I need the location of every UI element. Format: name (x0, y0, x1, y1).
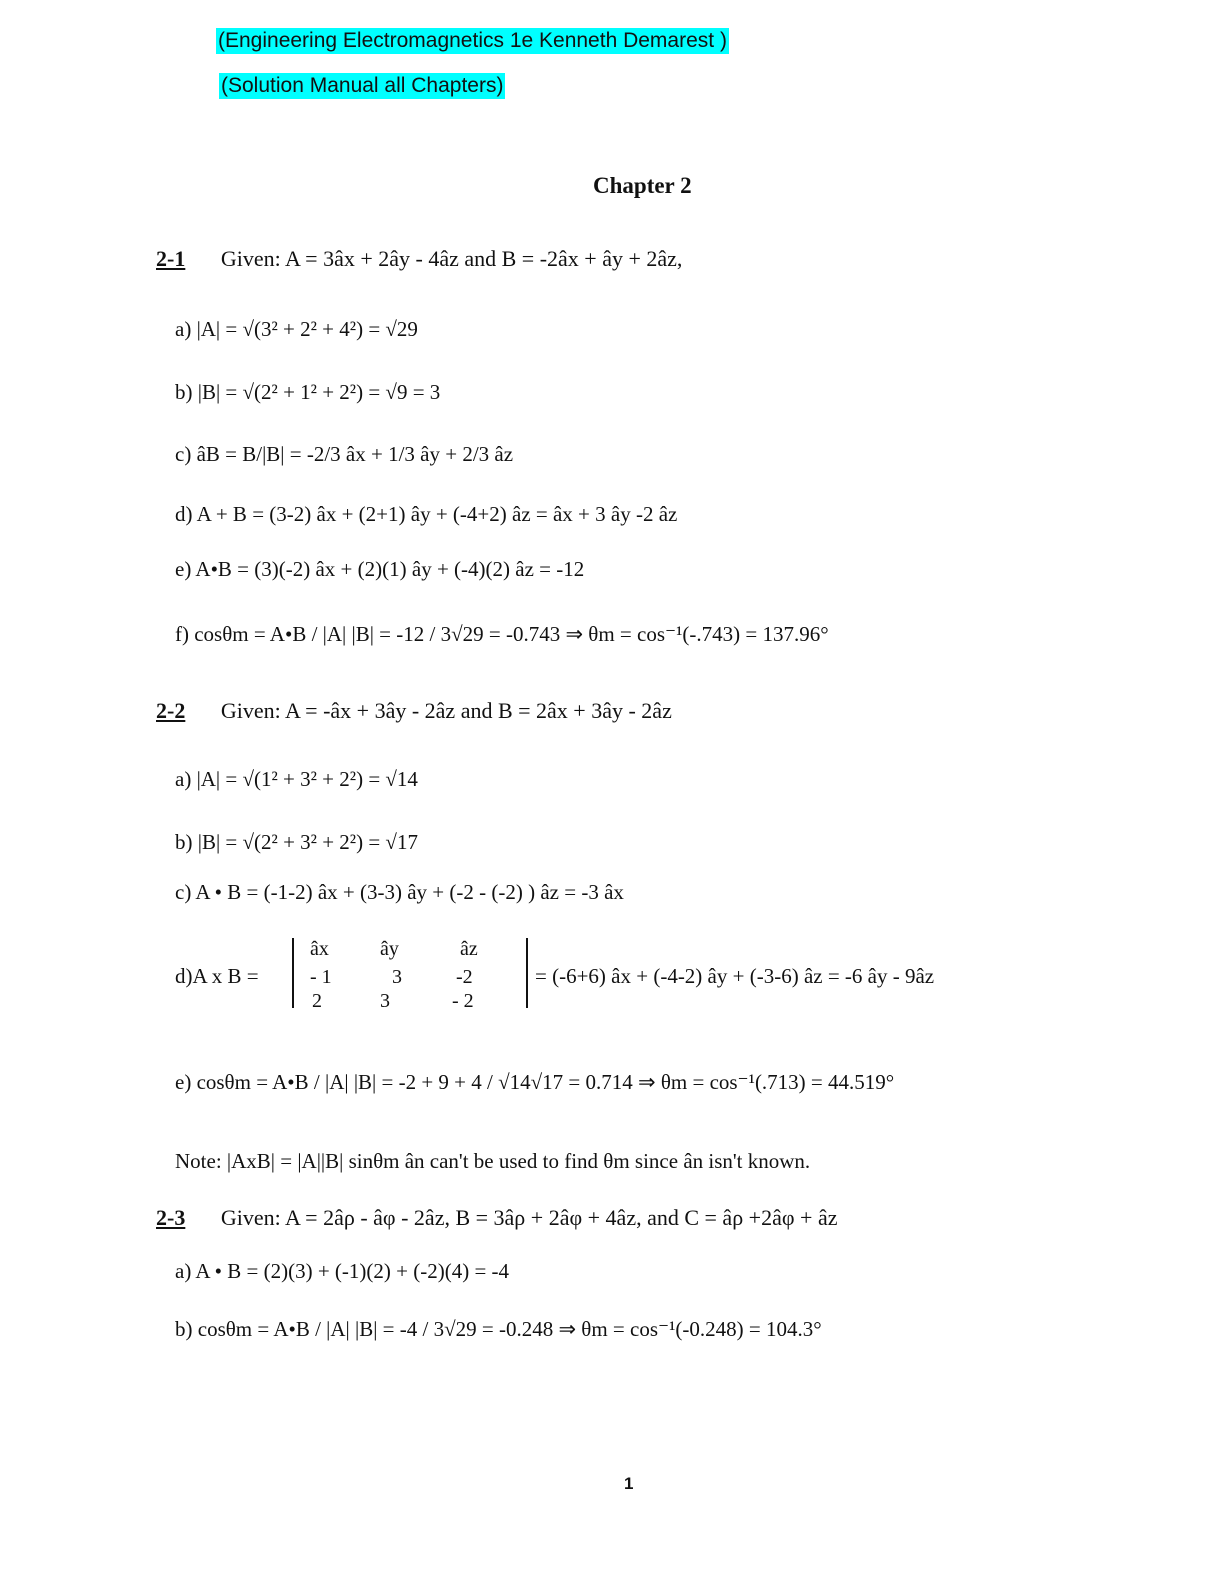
det-cell: - 2 (452, 990, 474, 1012)
problem-2-2-note: Note: |AxB| = |A||B| sinθm ân can't be used to find θm since ân isn't known. (175, 1149, 811, 1173)
problem-2-2-d-result: = (-6+6) âx + (-4-2) ây + (-3-6) âz = -6 ây - 9âz (535, 964, 935, 988)
document-subtitle: (Solution Manual all Chapters) (221, 74, 504, 97)
problem-2-1-d: d) A + B = (3-2) âx + (2+1) ây + (-4+2) âz = âx + 3 ây -2 âz (175, 502, 678, 526)
given-text: Given: A = 2âρ - âφ - 2âz, B = 3âρ + 2âφ + 4âz, and C = âρ +2âφ + âz (220, 1205, 838, 1230)
problem-2-1-e: e) A•B = (3)(-2) âx + (2)(1) ây + (-4)(2) âz = -12 (175, 557, 585, 581)
problem-2-1-given (156, 245, 682, 273)
problem-2-2-a: a) |A| = √(1² + 3² + 2²) = √14 (175, 767, 418, 791)
det-cell: âx (310, 938, 329, 960)
det-cell: 3 (380, 990, 390, 1012)
problem-2-2-e: e) cosθm = A•B / |A| |B| = -2 + 9 + 4 / √14√17 = 0.714 ⇒ θm = cos⁻¹(.713) = 44.519° (175, 1070, 895, 1094)
det-cell: - 1 (310, 966, 332, 988)
given-text: Given: A = -âx + 3ây - 2âz and B = 2âx + 3ây - 2âz (220, 698, 672, 723)
problem-2-3-a: a) A • B = (2)(3) + (-1)(2) + (-2)(4) = -4 (175, 1259, 510, 1283)
chapter-heading: Chapter 2 (593, 173, 692, 198)
det-cell: ây (380, 938, 399, 960)
page-number: 1 (624, 1474, 634, 1493)
problem-number: 2-2 (156, 698, 186, 723)
det-cell: -2 (456, 966, 473, 988)
problem-number: 2-1 (156, 246, 186, 271)
problem-2-3-b: b) cosθm = A•B / |A| |B| = -4 / 3√29 = -0.248 ⇒ θm = cos⁻¹(-0.248) = 104.3° (175, 1317, 822, 1341)
det-cell: âz (460, 938, 478, 960)
problem-number: 2-3 (156, 1205, 186, 1230)
given-text: Given: A = 3âx + 2ây - 4âz and B = -2âx + ây + 2âz, (220, 246, 683, 271)
problem-2-1-b: b) |B| = √(2² + 1² + 2²) = √9 = 3 (175, 380, 441, 404)
problem-2-1-a: a) |A| = √(3² + 2² + 4²) = √29 (175, 317, 418, 341)
problem-2-1-c: c) âB = B/|B| = -2/3 âx + 1/3 ây + 2/3 âz (175, 442, 514, 466)
determinant-matrix (292, 938, 528, 1012)
document-title: (Engineering Electromagnetics 1e Kenneth Demarest ) (218, 29, 727, 52)
problem-2-2-b: b) |B| = √(2² + 3² + 2²) = √17 (175, 830, 418, 854)
problem-2-2-d-label: d)A x B = (175, 964, 259, 988)
problem-2-1-f: f) cosθm = A•B / |A| |B| = -12 / 3√29 = -0.743 ⇒ θm = cos⁻¹(-.743) = 137.96° (175, 622, 829, 646)
det-cell: 2 (312, 990, 322, 1012)
problem-2-3-given (156, 1204, 837, 1232)
problem-2-2-given (156, 697, 672, 725)
problem-2-2-c: c) A • B = (-1-2) âx + (3-3) ây + (-2 - (-2) ) âz = -3 âx (175, 880, 624, 904)
det-cell: 3 (392, 966, 402, 988)
